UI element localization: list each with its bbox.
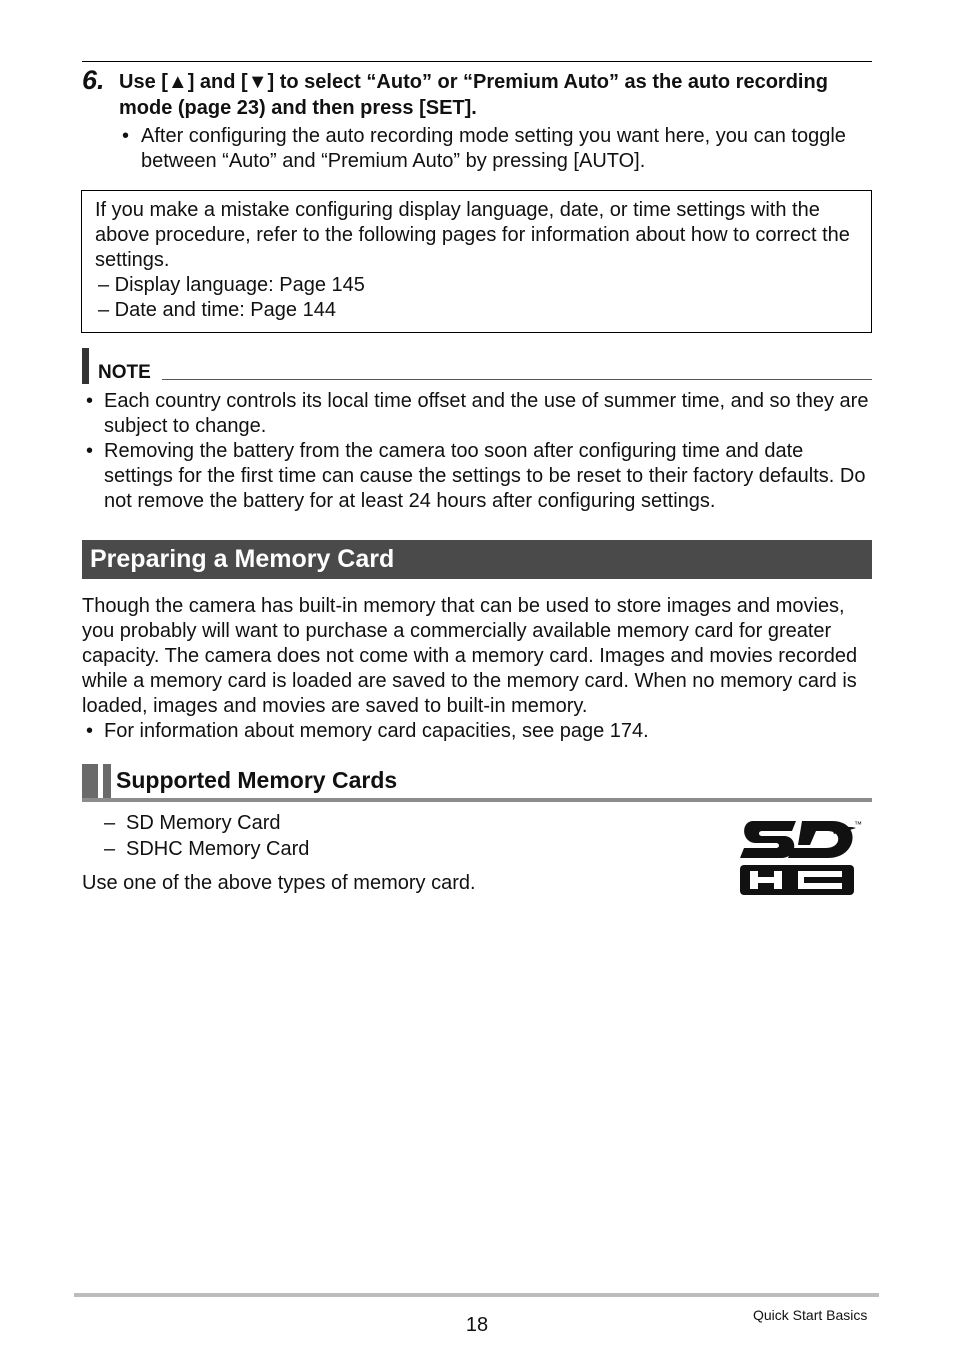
- step-bullet: [122, 124, 862, 174]
- dash-icon: –: [104, 812, 116, 834]
- section-bullet-text: For information about memory card capacities, see page 174.: [104, 720, 649, 742]
- note-list: [86, 389, 876, 514]
- subsection-bar: [103, 764, 111, 800]
- svg-text:™: ™: [854, 820, 862, 829]
- info-box-item-datetime: – Date and time: Page 144: [98, 299, 336, 321]
- note-label: NOTE: [98, 362, 151, 383]
- card-usage-note: Use one of the above types of memory card.: [82, 872, 476, 894]
- subsection-rule: [82, 798, 872, 802]
- card-name: SDHC Memory Card: [126, 838, 310, 860]
- note-bar: [82, 348, 89, 384]
- top-rule: [82, 61, 872, 62]
- section-title: Preparing a Memory Card: [90, 545, 395, 573]
- footer-rule: [74, 1293, 879, 1297]
- info-box-text: If you make a mistake configuring display language, date, or time settings with the above procedure, refer to the following pages for information about how to correct the settings.: [95, 199, 850, 271]
- bullet-icon: •: [122, 125, 130, 147]
- card-name: SD Memory Card: [126, 812, 281, 834]
- list-item: [86, 439, 876, 514]
- info-box: [81, 190, 872, 333]
- bullet-icon: •: [86, 720, 94, 742]
- bullet-icon: •: [86, 390, 94, 412]
- card-list: [104, 810, 309, 862]
- info-box-item-language: – Display language: Page 145: [98, 274, 365, 296]
- list-item: [86, 389, 876, 439]
- note-item-text: Removing the battery from the camera too soon after configuring time and date settings for the first time can cause the settings to be reset to their factory defaults. Do not remove the battery for at least 24 hours after configuring settings.: [104, 440, 866, 512]
- note-rule: [162, 379, 872, 380]
- list-item: [104, 836, 309, 862]
- note-item-text: Each country controls its local time offset and the use of summer time, and so they are subject to change.: [104, 390, 869, 437]
- step-number: 6.: [82, 65, 105, 95]
- list-item: [122, 124, 862, 174]
- section-bullet: [86, 719, 876, 744]
- section-paragraph: Though the camera has built-in memory that can be used to store images and movies, you probably will want to purchase a commercially available memory card for greater capacity. The camera does not come with a memory card. Images and movies recorded while a memory card is loaded are saved to the memory card. When no memory card is loaded, images and movies are saved to built-in memory.: [82, 595, 858, 717]
- list-item: [86, 719, 876, 744]
- step-instruction: Use [▲] and [▼] to select “Auto” or “Premium Auto” as the auto recording mode (page 23) and then press [SET].: [119, 71, 828, 119]
- sdhc-logo-icon: [738, 817, 870, 899]
- subsection-bar: [82, 764, 98, 800]
- step-bullet-text: After configuring the auto recording mode setting you want here, you can toggle between “Auto” and “Premium Auto” by pressing [AUTO].: [141, 125, 846, 172]
- list-item: [104, 810, 309, 836]
- dash-icon: –: [104, 838, 116, 860]
- page-number: 18: [465, 1314, 489, 1336]
- subsection-title: Supported Memory Cards: [116, 767, 398, 793]
- footer-label: Quick Start Basics: [753, 1307, 868, 1323]
- bullet-icon: •: [86, 440, 94, 462]
